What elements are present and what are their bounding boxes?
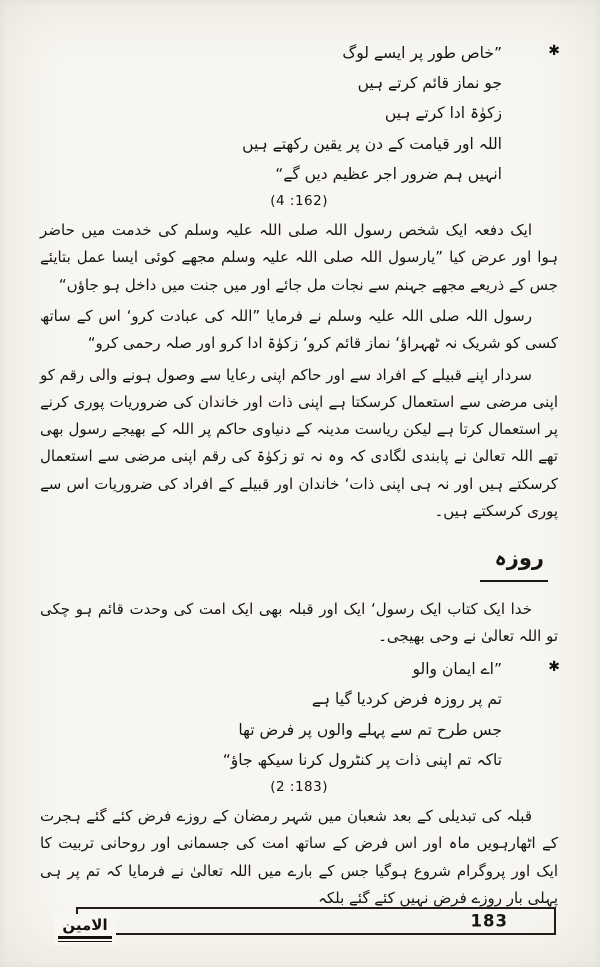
verse-line: انہیں ہم ضرور اجر عظیم دیں گے“ [275, 164, 502, 183]
verse-line: تاکہ تم اپنی ذات پر کنٹرول کرنا سیکھ جاؤ“ [222, 750, 502, 769]
paragraph-ummat-wahdat: خدا ایک کتاب ایک رسول‘ ایک اور قبلہ بھی ایک امت کی وحدت قائم ہو چکی تو اللہ تعالیٰ نے وحی بھیجی۔ [40, 599, 558, 645]
section-heading-roza [40, 545, 548, 581]
verse-line: جو نماز قائم کرتے ہیں [357, 74, 502, 93]
verse-citation-line [40, 776, 528, 799]
paragraph-roza-farz: قبلہ کی تبدیلی کے بعد شعبان میں شہر رمضان کے روزے فرض کئے گئے ہجرت کے اٹھارہویں ماہ اور اس فرض کے ساتھ امت کی جسمانی اور روحانی تربیت کا ایک اور پروگرام شروع ہوگیا جس کے بارے میں اللہ تعالیٰ نے فرمایا کہ تم پر ہی پہلی بار روزے فرض نہیں کئے گئے بلکہ [40, 807, 558, 907]
ornament-bullet-icon: ✱ [548, 659, 560, 676]
footer-rule-box [76, 907, 556, 935]
verse-line: زکوٰۃ ادا کرتے ہیں [384, 104, 502, 123]
quran-quote-1 [40, 38, 558, 213]
verse-line: تم پر روزہ فرض کردیا گیا ہے [311, 690, 502, 709]
publisher-logo-text: الامین [62, 915, 108, 934]
page-content [40, 38, 558, 916]
page-number: 183 [470, 911, 508, 931]
verse-citation: (2 :183) [270, 779, 328, 796]
publisher-logo [54, 914, 116, 946]
publisher-logo-rule [58, 941, 112, 943]
verse-line: اللہ اور قیامت کے دن پر یقین رکھتے ہیں [242, 134, 502, 153]
paragraph-zakat-rules: سردار اپنے قبیلے کے افراد سے اور حاکم اپنی رعایا سے وصول ہونے والی رقم کو اپنی مرضی سے استعمال کرسکتا ہے اپنی ذات اور خاندان کی ضروریات پوری کرنے پر استعمال کرتا ہے لیکن ریاست مدینہ کے دنیاوی حاکم پر اللہ کے بھیجے رسول بھی تھے اللہ تعالیٰ نے پابندی لگادی کہ وہ نہ تو زکوٰۃ کی رقم اپنی مرضی سے استعمال کرسکتے ہیں اور نہ ہی اپنی ذات‘ خاندان اور قبیلے کے افراد کی ضروریات اس سے پوری کرسکتے ہیں۔ [40, 365, 558, 520]
publisher-logo-rule [58, 936, 112, 939]
verse-line: جس طرح تم سے پہلے والوں پر فرض تھا [238, 720, 502, 739]
ornament-bullet-icon: ✱ [548, 43, 560, 59]
verse-citation-line [40, 190, 528, 213]
verse-line: ”اے ایمان والو [412, 660, 502, 679]
paragraph-hadith-reply: رسول اللہ صلی اللہ علیہ وسلم نے فرمایا ”اللہ کی عبادت کرو‘ اس کے ساتھ کسی کو شریک نہ ٹھہراؤ‘ نماز قائم کرو‘ زکوٰۃ ادا کرو اور صلہ رحمی کرو“ [40, 306, 558, 353]
quran-quote-2 [40, 654, 558, 799]
paragraph-hadith-request: ایک دفعہ ایک شخص رسول اللہ صلی اللہ علیہ وسلم کی خدمت میں حاضر ہوا اور عرض کیا ”یارسول اللہ صلی اللہ علیہ وسلم مجھے کوئی ایسا عمل بتایئے جس کے ذریعے مجھے جہنم سے نجات مل جائے اور میں جنت میں داخل ہو جاؤں“ [40, 221, 558, 294]
section-heading-text: روزہ [480, 545, 548, 581]
verse-citation: (4 :162) [270, 193, 328, 210]
verse-line: ”خاص طور پر ایسے لوگ [342, 44, 502, 62]
